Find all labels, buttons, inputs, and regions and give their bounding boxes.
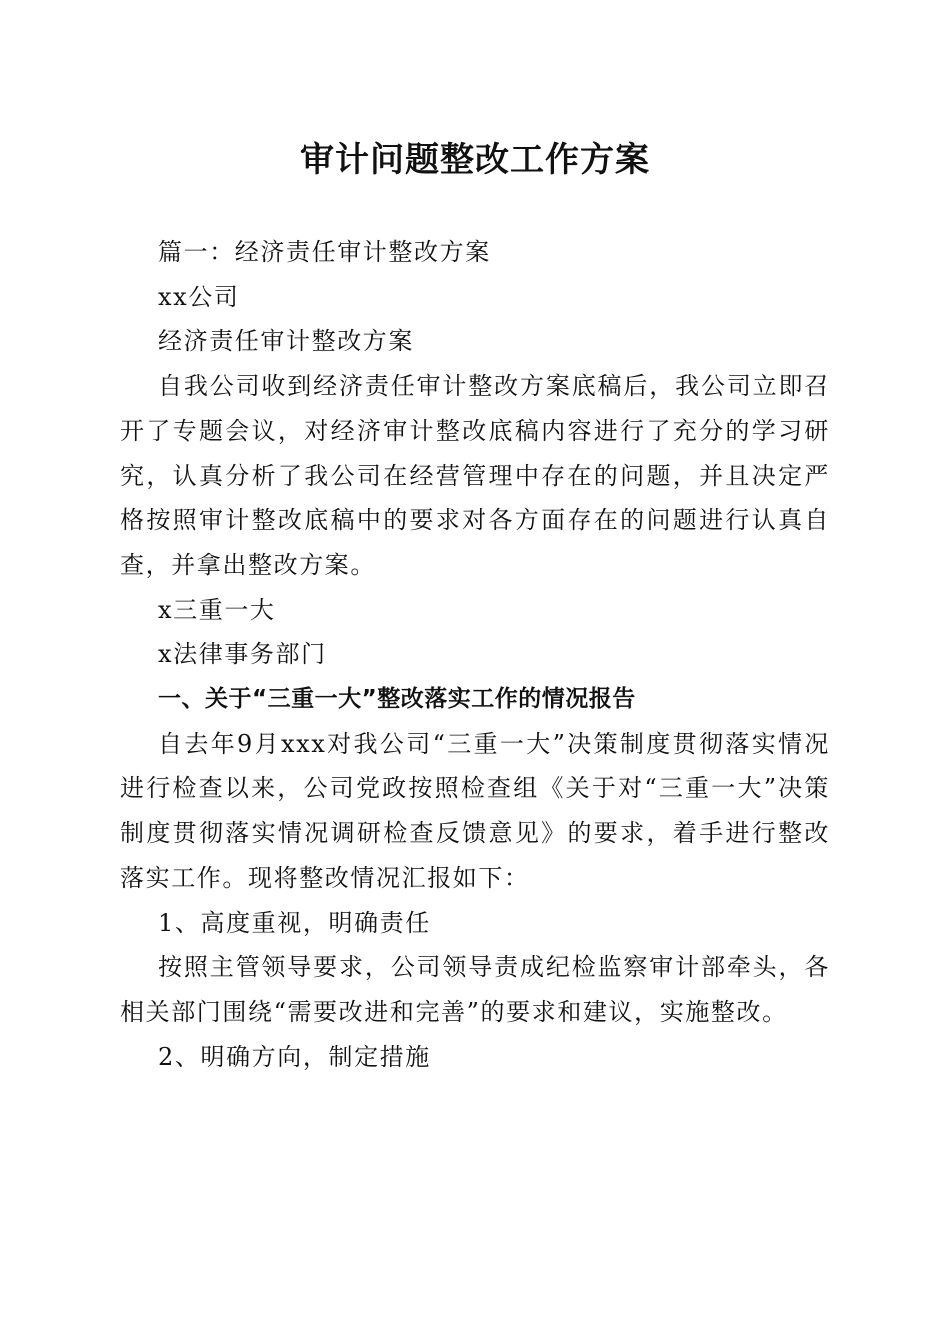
subheading-2: 2、明确方向，制定措施 (158, 1042, 431, 1071)
intro-paragraph: 自我公司收到经济责任审计整改方案底稿后，我公司立即召开了专题会议，对经济审计整改底稿内容进行了充分的学习研究，认真分析了我公司在经营管理中存在的问题，并且决定严格按照审计整改底稿中的要求对各方面存在的问题进行认真自查，并拿出整改方案。 (120, 372, 830, 579)
responsibility-paragraph: 按照主管领导要求，公司领导责成纪检监察审计部牵头，各相关部门围绕“需要改进和完善”的要求和建议，实施整改。 (120, 953, 830, 1026)
subheading-1: 1、高度重视，明确责任 (158, 908, 431, 937)
item-three-major-one-large: x三重一大 (158, 595, 276, 624)
document-body (120, 230, 830, 1079)
item-legal-department: x法律事务部门 (158, 640, 327, 669)
company-name: xx公司 (158, 282, 240, 311)
document-title: 审计问题整改工作方案 (300, 140, 650, 180)
plan-subtitle: 经济责任审计整改方案 (158, 327, 414, 356)
report-paragraph: 自去年9月xxx对我公司“三重一大”决策制度贯彻落实情况进行检查以来，公司党政按照检查组《关于对“三重一大”决策制度贯彻落实情况调研检查反馈意见》的要求，着手进行整改落实工作。现将整改情况汇报如下： (120, 729, 830, 892)
section-heading-1: 一、关于“三重一大”整改落实工作的情况报告 (158, 686, 636, 713)
section-label: 篇一：经济责任审计整改方案 (158, 238, 491, 266)
